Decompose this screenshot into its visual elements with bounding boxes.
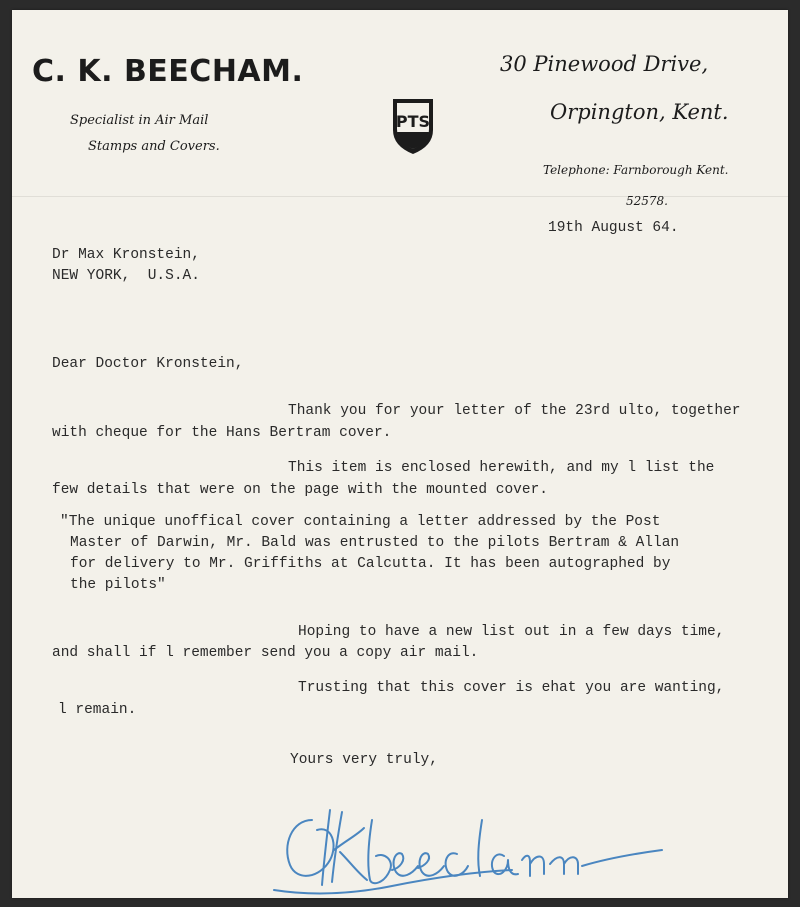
signature-image: [272, 790, 672, 900]
tagline-line-1: Specialist in Air Mail: [70, 113, 209, 128]
recipient-location: NEW YORK, U.S.A.: [52, 268, 200, 284]
body-paragraph-1-line-2: with cheque for the Hans Bertram cover.: [52, 425, 392, 441]
closing: Yours very truly,: [290, 752, 438, 768]
body-paragraph-1-line-1: Thank you for your letter of the 23rd ulto, together: [288, 403, 741, 419]
tagline-line-2: Stamps and Covers.: [88, 139, 220, 154]
firm-name: C. K. BEECHAM.: [32, 54, 304, 89]
quote-line-1: "The unique unoffical cover containing a letter addressed by the Post: [60, 514, 661, 530]
paper-fold: [12, 196, 788, 197]
logo-text: PTS: [395, 112, 431, 131]
letter-date: 19th August 64.: [548, 220, 679, 236]
quote-line-4: the pilots": [70, 577, 166, 593]
body-paragraph-2-line-1: This item is enclosed herewith, and my l list the: [288, 460, 715, 476]
body-paragraph-3-line-2: and shall if l remember send you a copy air mail.: [52, 645, 479, 661]
address-line-1: 30 Pinewood Drive,: [500, 52, 709, 76]
recipient-name: Dr Max Kronstein,: [52, 247, 200, 263]
body-paragraph-2-line-2: few details that were on the page with the mounted cover.: [52, 482, 548, 498]
telephone-number: 52578.: [626, 194, 668, 208]
body-paragraph-4-line-1: Trusting that this cover is ehat you are wanting,: [298, 680, 725, 696]
quote-line-2: Master of Darwin, Mr. Bald was entrusted to the pilots Bertram & Allan: [70, 535, 680, 551]
quote-line-3: for delivery to Mr. Griffiths at Calcutta. It has been autographed by: [70, 556, 671, 572]
telephone-label: Telephone: Farnborough Kent.: [543, 163, 729, 177]
address-line-2: Orpington, Kent.: [550, 100, 729, 124]
salutation: Dear Doctor Kronstein,: [52, 356, 244, 372]
body-paragraph-3-line-1: Hoping to have a new list out in a few days time,: [298, 624, 725, 640]
body-paragraph-4-line-2: l remain.: [58, 702, 137, 718]
pts-logo-icon: [390, 96, 436, 156]
